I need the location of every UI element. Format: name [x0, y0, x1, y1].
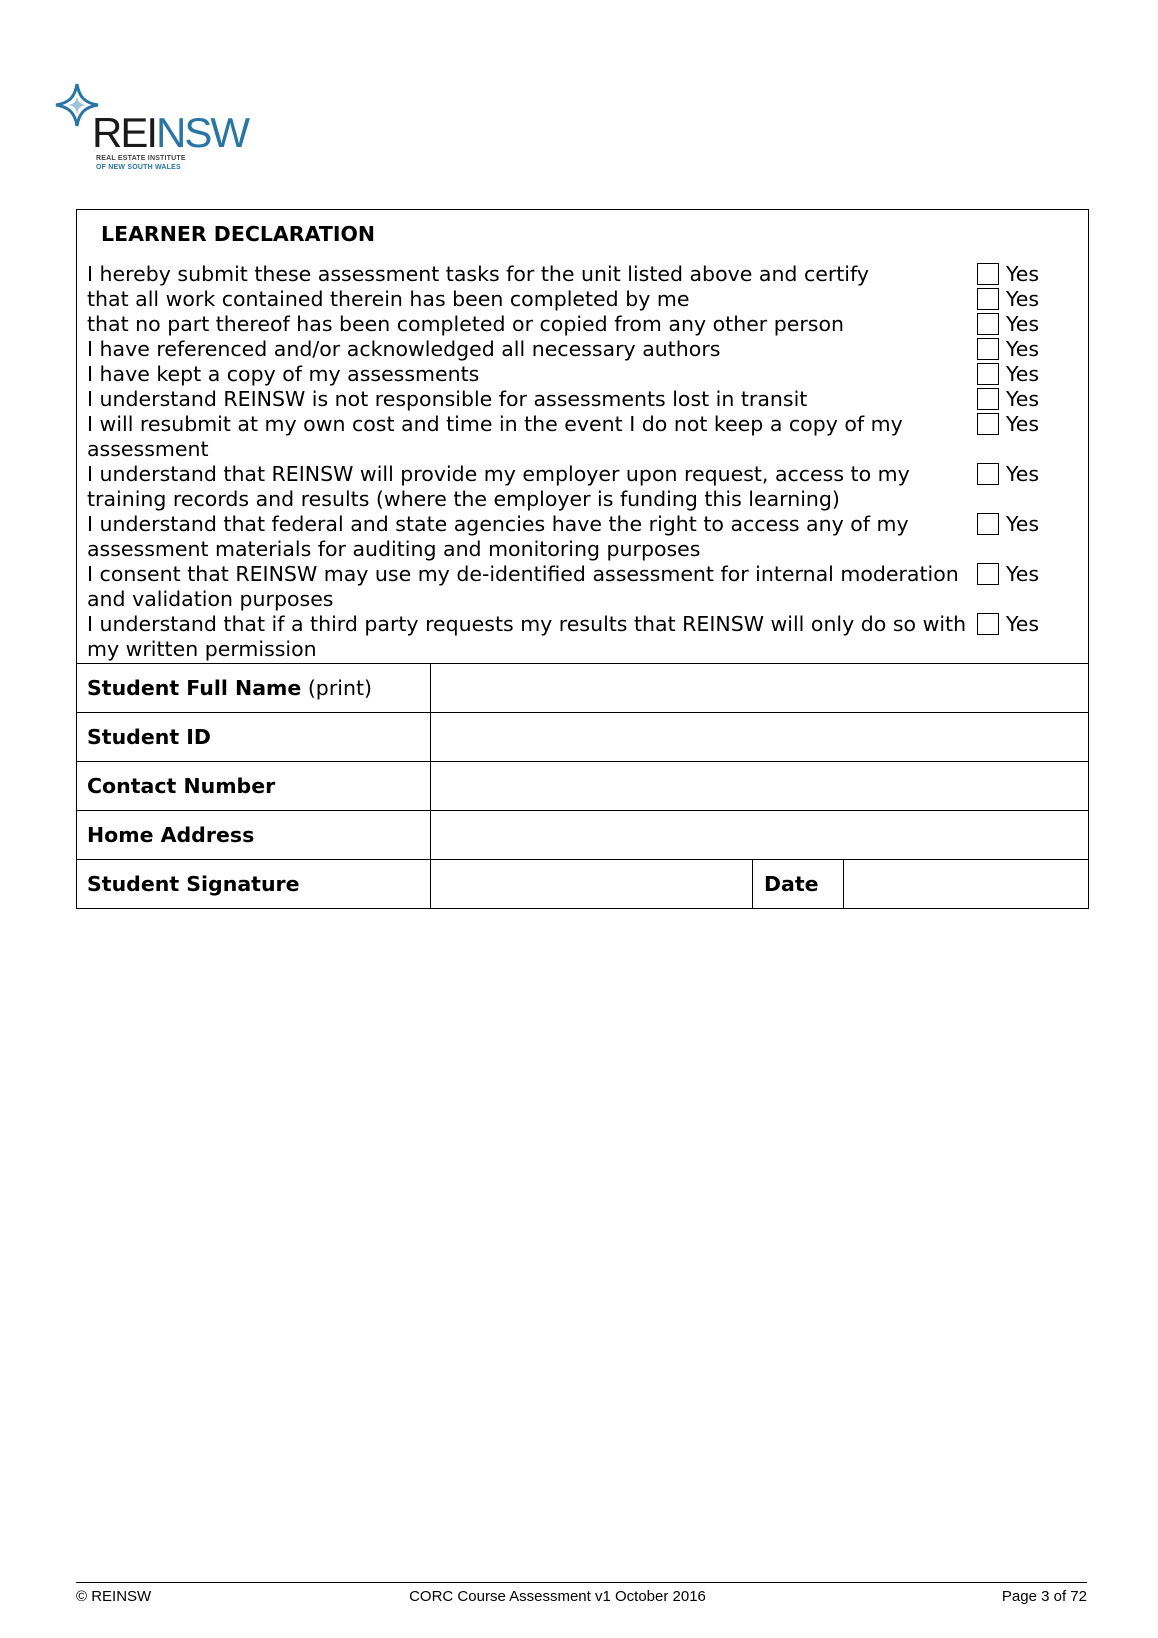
- home-address-row: [77, 810, 1088, 859]
- signature-label-text: Student Signature: [87, 872, 300, 896]
- yes-option: [977, 512, 1039, 537]
- yes-checkbox[interactable]: [977, 363, 999, 385]
- full-name-label-suffix: (print): [301, 676, 372, 700]
- declaration-text: I understand that if a third party requests my results that REINSW will only do so with my written permission: [87, 612, 967, 661]
- yes-label: Yes: [1006, 262, 1040, 286]
- student-id-label-text: Student ID: [87, 725, 211, 749]
- yes-checkbox[interactable]: [977, 313, 999, 335]
- learner-declaration-form: [76, 209, 1089, 909]
- yes-option: [977, 462, 1039, 487]
- declaration-item: [87, 337, 1088, 362]
- declaration-text: I understand that federal and state agencies have the right to access any of my assessment materials for auditing and monitoring purposes: [87, 512, 909, 561]
- declaration-item: [87, 312, 1088, 337]
- declaration-item: [87, 512, 1088, 562]
- yes-option: [977, 337, 1039, 362]
- student-id-label: [77, 713, 431, 761]
- full-name-label-text: Student Full Name: [87, 676, 302, 700]
- declaration-text: that all work contained therein has been completed by me: [87, 287, 690, 311]
- declaration-item: [87, 287, 1088, 312]
- footer-copyright: © REINSW: [76, 1588, 152, 1605]
- full-name-field[interactable]: [431, 664, 1088, 712]
- contact-number-label: [77, 762, 431, 810]
- yes-checkbox[interactable]: [977, 388, 999, 410]
- declaration-title: LEARNER DECLARATION: [101, 222, 376, 246]
- signature-row: [77, 859, 1088, 908]
- declaration-item: [87, 462, 1088, 512]
- home-address-label-text: Home Address: [87, 823, 255, 847]
- yes-label: Yes: [1006, 612, 1040, 636]
- declaration-item: [87, 387, 1088, 412]
- declaration-text: I hereby submit these assessment tasks for the unit listed above and certify: [87, 262, 869, 286]
- yes-option: [977, 287, 1039, 312]
- declaration-item: [87, 412, 1088, 462]
- yes-checkbox[interactable]: [977, 263, 999, 285]
- date-label: Date: [753, 860, 844, 908]
- reinsw-logo: [54, 82, 254, 174]
- date-field[interactable]: [844, 860, 1088, 908]
- logo-subtitle-2: OF NEW SOUTH WALES: [96, 164, 181, 171]
- yes-label: Yes: [1006, 462, 1040, 486]
- declaration-list: [77, 262, 1088, 663]
- yes-option: [977, 412, 1039, 437]
- logo-rei: REI: [92, 109, 157, 156]
- logo-nsw: NSW: [156, 109, 249, 156]
- footer-title: CORC Course Assessment v1 October 2016: [409, 1588, 706, 1605]
- declaration-text: I have referenced and/or acknowledged all necessary authors: [87, 337, 721, 361]
- contact-number-row: [77, 761, 1088, 810]
- declaration-text: I understand REINSW is not responsible for assessments lost in transit: [87, 387, 808, 411]
- full-name-row: [77, 663, 1088, 712]
- declaration-item: [87, 562, 1088, 612]
- signature-label: [77, 860, 431, 908]
- yes-option: [977, 362, 1039, 387]
- yes-checkbox[interactable]: [977, 563, 999, 585]
- home-address-field[interactable]: [431, 811, 1088, 859]
- yes-label: Yes: [1006, 287, 1040, 311]
- declaration-text: I consent that REINSW may use my de-identified assessment for internal moderation and validation purposes: [87, 562, 959, 611]
- yes-option: [977, 387, 1039, 412]
- contact-number-field[interactable]: [431, 762, 1088, 810]
- declaration-text: I will resubmit at my own cost and time in the event I do not keep a copy of my assessment: [87, 412, 903, 461]
- yes-label: Yes: [1006, 387, 1040, 411]
- signature-field[interactable]: [431, 860, 753, 908]
- yes-label: Yes: [1006, 337, 1040, 361]
- declaration-text: I have kept a copy of my assessments: [87, 362, 480, 386]
- yes-label: Yes: [1006, 362, 1040, 386]
- declaration-item: [87, 612, 1088, 662]
- contact-number-label-text: Contact Number: [87, 774, 276, 798]
- yes-option: [977, 612, 1039, 637]
- student-id-row: [77, 712, 1088, 761]
- yes-checkbox[interactable]: [977, 513, 999, 535]
- logo-subtitle-1: REAL ESTATE INSTITUTE: [96, 155, 186, 162]
- yes-checkbox[interactable]: [977, 613, 999, 635]
- yes-checkbox[interactable]: [977, 413, 999, 435]
- yes-option: [977, 262, 1039, 287]
- yes-label: Yes: [1006, 412, 1040, 436]
- yes-option: [977, 312, 1039, 337]
- footer-divider: [76, 1582, 1087, 1583]
- declaration-text: that no part thereof has been completed or copied from any other person: [87, 312, 845, 336]
- yes-label: Yes: [1006, 562, 1040, 586]
- yes-checkbox[interactable]: [977, 288, 999, 310]
- yes-checkbox[interactable]: [977, 463, 999, 485]
- full-name-label: [77, 664, 431, 712]
- home-address-label: [77, 811, 431, 859]
- declaration-text: I understand that REINSW will provide my employer upon request, access to my training records and results (where the employer is funding this learning): [87, 462, 910, 511]
- declaration-item: [87, 362, 1088, 387]
- yes-checkbox[interactable]: [977, 338, 999, 360]
- yes-label: Yes: [1006, 512, 1040, 536]
- footer-page-number: Page 3 of 72: [1001, 1588, 1087, 1605]
- yes-option: [977, 562, 1039, 587]
- yes-label: Yes: [1006, 312, 1040, 336]
- declaration-item: [87, 262, 1088, 287]
- student-id-field[interactable]: [431, 713, 1088, 761]
